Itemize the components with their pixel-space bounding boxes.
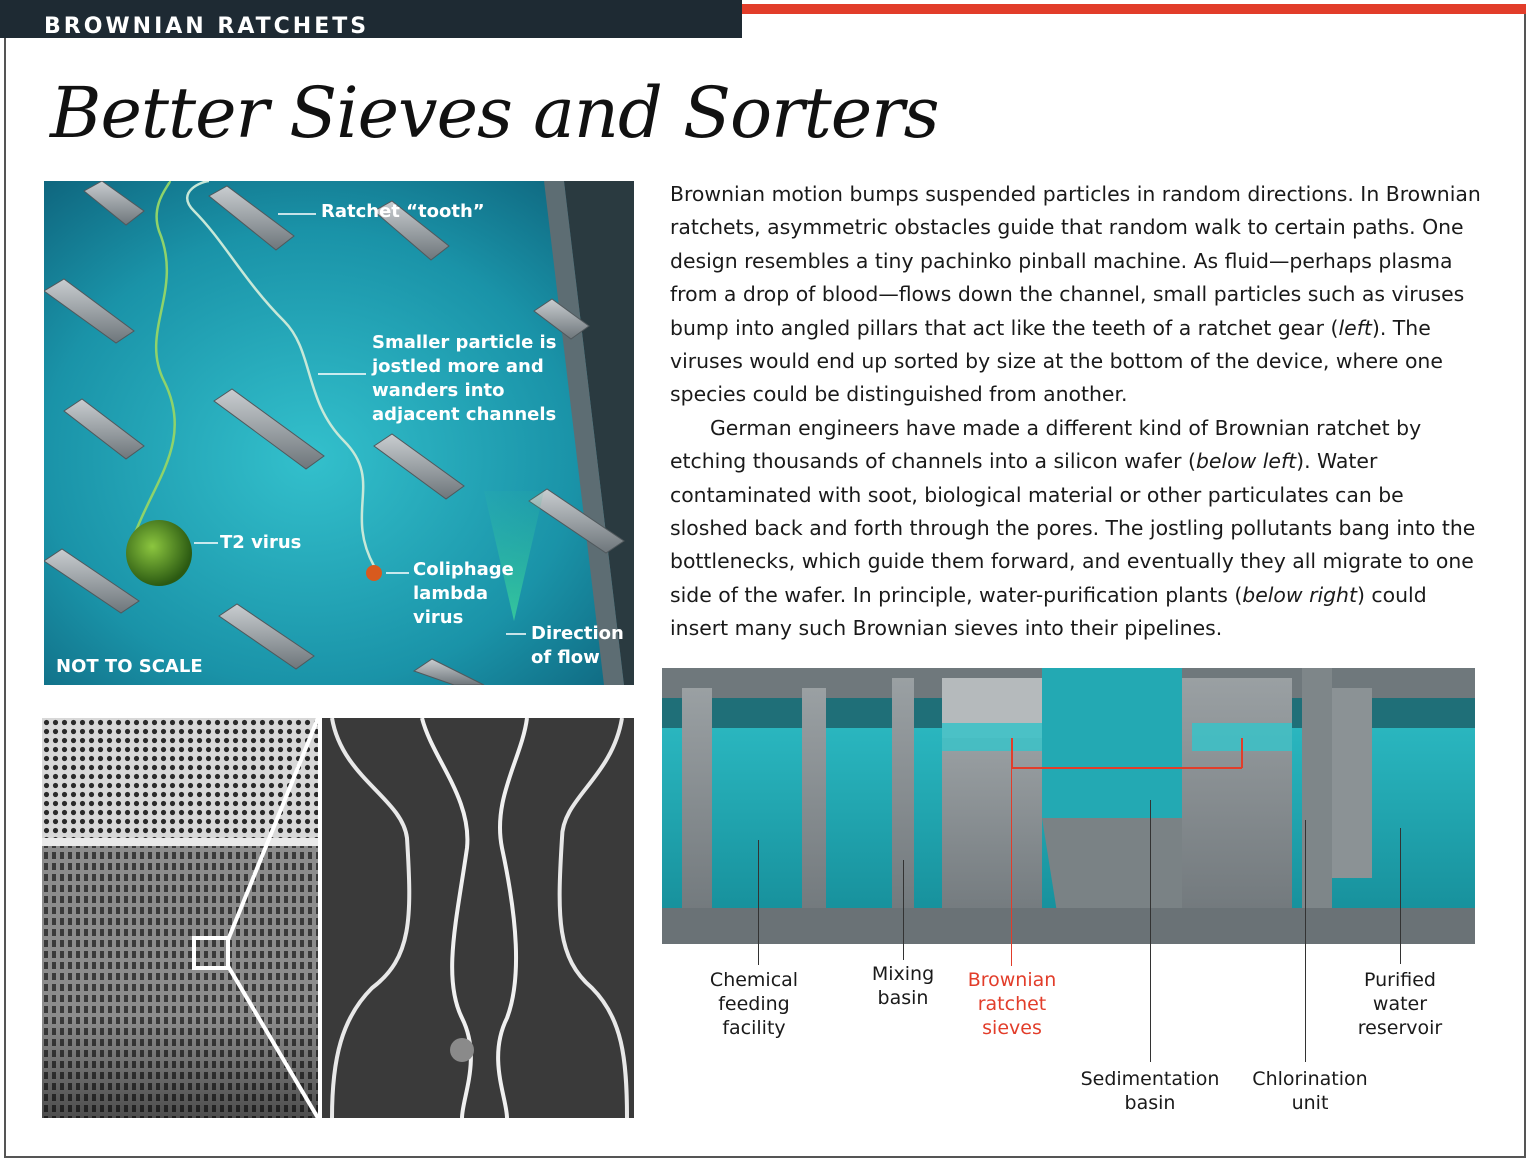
label-smaller-particle-line: Smaller particle is [372, 332, 557, 353]
label-line: Chlorination [1252, 1068, 1368, 1090]
label-line: ratchet [977, 993, 1047, 1015]
label-smaller-particle-line: jostled more and [372, 356, 544, 377]
accent-bar [742, 4, 1526, 14]
label-t2-virus: T2 virus [220, 532, 302, 553]
paragraph-2-text: ). Water contaminated with soot, biological material or other particulates can be sloshed back and forth through the pores. The jostling pollutants bang into the bottlenecks, which guide them forward, and eventually they all migrate to one side of the wafer. In principle, water-purification plants ( [670, 449, 1476, 607]
paragraph-2-text: ) could insert many such Brownian sieves into their pipelines. [670, 582, 1427, 641]
paragraph-1-text: Brownian motion bumps suspended particles in random directions. In Brownian ratchets, asymmetric obstacles guide that random walk to certain paths. One design resembles a tiny pachinko pinball machine. As fluid—perhaps plasma from a drop of blood—flows down the channel, small particles such as viruses bump into angled pillars that act like the teeth of a ratchet gear ( [670, 182, 1481, 340]
paragraph-2 [670, 412, 1485, 646]
leader-sedimentation [1150, 800, 1151, 1062]
water-plant-illustration [662, 668, 1475, 944]
label-line: Brownian [967, 969, 1057, 991]
leader-brownian [1011, 768, 1012, 966]
leader-mixing [903, 860, 904, 960]
label-smaller-particle [372, 331, 556, 427]
label-line: basin [877, 987, 929, 1009]
label-chlorination-unit [1240, 1067, 1380, 1115]
leader-chlorination [1305, 820, 1306, 1062]
label-smaller-particle-line: wanders into [372, 380, 505, 401]
label-coliphage [413, 558, 514, 630]
label-line: Sedimentation [1080, 1068, 1220, 1090]
label-coliphage-line: virus [413, 607, 464, 628]
label-line: Purified [1364, 969, 1436, 991]
paragraph-2-ref: below right [1242, 582, 1357, 607]
label-line: Mixing [871, 963, 935, 985]
label-smaller-particle-line: adjacent channels [372, 404, 557, 425]
paragraph-2-text: German engineers have made a different kind of Brownian ratchet by etching thousands of channels into a silicon wafer ( [670, 415, 1422, 474]
label-line: sieves [982, 1017, 1042, 1039]
label-line: water [1372, 993, 1428, 1015]
label-sedimentation-basin [1075, 1067, 1225, 1115]
label-line: basin [1124, 1092, 1176, 1114]
label-line: Chemical [709, 969, 799, 991]
leader-purified [1400, 828, 1401, 964]
paragraph-1-ref: left [1338, 315, 1372, 340]
article-title: Better Sieves and Sorters [50, 72, 939, 154]
label-purified-water [1340, 968, 1460, 1040]
label-chemical-feeding [694, 968, 814, 1040]
ratchet-illustration-art [44, 181, 634, 685]
label-line: unit [1291, 1092, 1329, 1114]
label-coliphage-line: Coliphage [413, 559, 514, 580]
leader-chemical [758, 840, 759, 965]
water-plant-art [662, 668, 1475, 944]
label-ratchet-tooth: Ratchet “tooth” [321, 201, 485, 222]
section-label: BROWNIAN RATCHETS [44, 14, 370, 39]
label-not-to-scale: NOT TO SCALE [56, 656, 203, 677]
sem-micrograph-channel [322, 718, 634, 1118]
article-body [670, 178, 1485, 646]
label-coliphage-line: lambda [413, 583, 488, 604]
paragraph-1-text: ). The viruses would end up sorted by size at the bottom of the device, where one species could be distinguished from another. [670, 315, 1443, 407]
sem-micrograph-wafer [42, 718, 318, 1118]
label-mixing-basin [853, 962, 953, 1010]
paragraph-1 [670, 178, 1485, 412]
label-line: reservoir [1357, 1017, 1443, 1039]
label-brownian-sieves [952, 968, 1072, 1040]
label-line: facility [722, 1017, 786, 1039]
label-direction-line: of flow [531, 647, 600, 668]
sem-wafer-art [42, 718, 318, 1118]
sem-channel-art [322, 718, 634, 1118]
label-direction-line: Direction [531, 623, 624, 644]
paragraph-2-ref: below left [1195, 449, 1297, 474]
label-direction-of-flow [531, 622, 624, 670]
ratchet-illustration [44, 181, 634, 685]
label-line: feeding [718, 993, 790, 1015]
